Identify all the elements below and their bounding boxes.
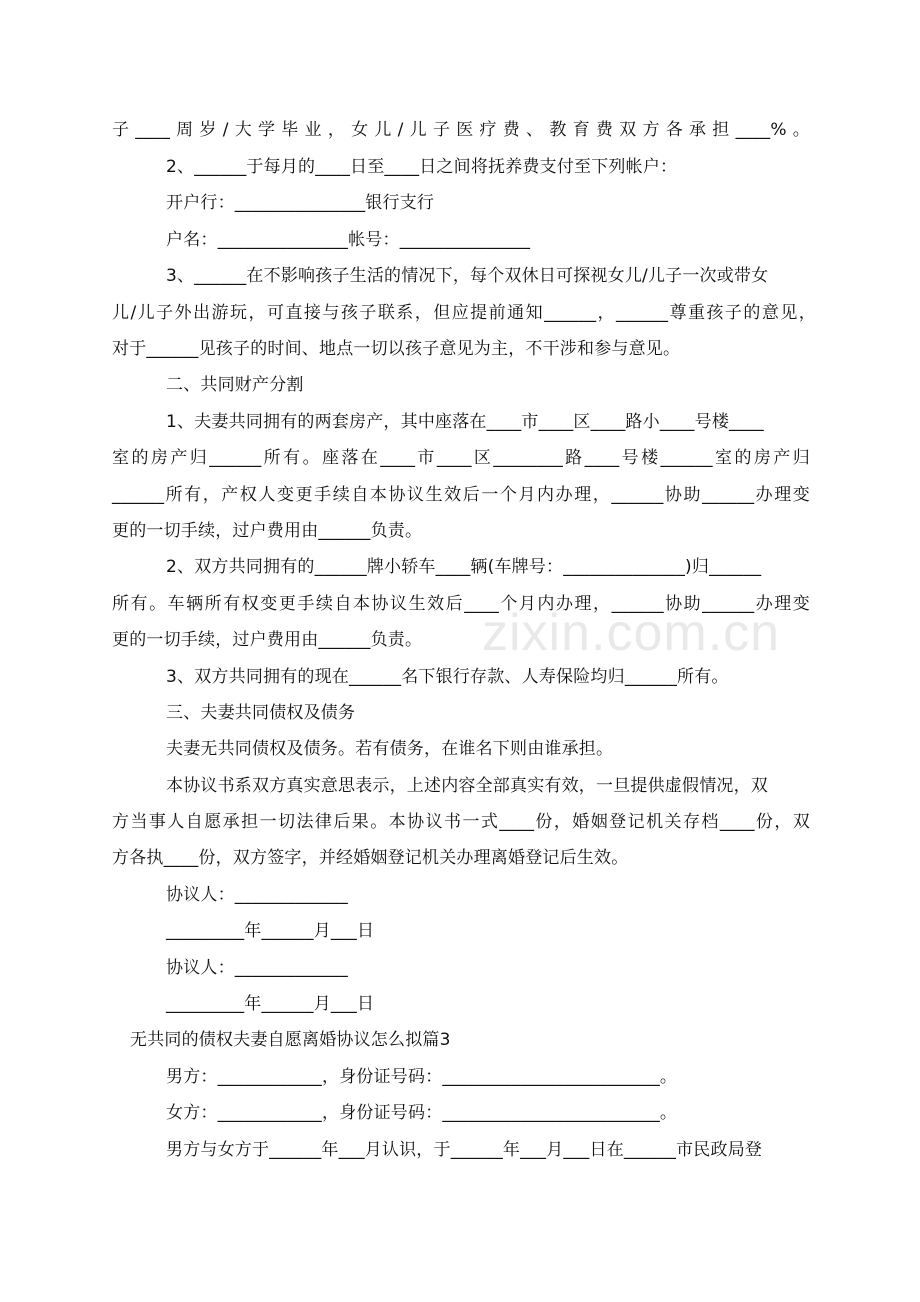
text-line-14: 所有。车辆所有权变更手续自本协议生效后____个月内办理，______协助______办理变 (112, 594, 810, 614)
husband-id-line: 男方：____________，身份证号码：_________________________。 (166, 1067, 678, 1087)
text-line-1: 子____周岁/大学毕业，女儿/儿子医疗费、教育费双方各承担____%。 (112, 120, 810, 140)
signatory-line-1: 协议人：_____________ (166, 885, 348, 905)
text-line-21: 方各执____份，双方签字，并经婚姻登记机关办理离婚登记后生效。 (112, 848, 629, 868)
text-line-11: ______所有，产权人变更手续自本协议生效后一个月内办理，______协助______办理变 (112, 485, 810, 505)
text-line-2: 2、______于每月的____日至____日之间将抚养费支付至下列帐户： (166, 157, 678, 177)
section-heading-debts: 三、夫妻共同债权及债务 (166, 703, 356, 723)
watermark: zixin.com.cn (482, 604, 781, 662)
text-line-9: 1、夫妻共同拥有的两套房产，其中座落在____市____区____路小____号楼____ (166, 412, 764, 432)
text-line-6: 儿/儿子外出游玩，可直接与孩子联系，但应提前通知______，______尊重孩子的意见， (112, 303, 816, 323)
date-line-2: _________年______月___日 (166, 994, 375, 1014)
text-line-12: 更的一切手续，过户费用由______负责。 (112, 521, 423, 541)
text-line-5: 3、______在不影响孩子生活的情况下，每个双休日可探视女儿/儿子一次或带女 (166, 266, 769, 286)
text-line-7: 对于______见孩子的时间、地点一切以孩子意见为主，不干涉和参与意见。 (112, 339, 681, 359)
text-line-10: 室的房产归______所有。座落在____市____区________路____号楼______室的房产归 (112, 448, 810, 468)
text-line-13: 2、双方共同拥有的______牌小轿车____辆(车牌号：______________)归______ (166, 557, 762, 577)
article-title: 无共同的债权夫妻自愿离婚协议怎么拟篇3 (130, 1030, 451, 1050)
text-line-4: 户名：_______________帐号：_______________ (166, 230, 531, 250)
date-line-1: _________年______月___日 (166, 921, 375, 941)
text-line-20: 方当事人自愿承担一切法律后果。本协议书一式____份，婚姻登记机关存档____份，双 (112, 812, 810, 832)
section-heading-property: 二、共同财产分割 (166, 375, 304, 395)
text-line-19: 本协议书系双方真实意思表示，上述内容全部真实有效，一旦提供虚假情况，双 (166, 776, 768, 796)
text-line-15: 更的一切手续，过户费用由______负责。 (112, 630, 423, 650)
signatory-line-2: 协议人：_____________ (166, 958, 348, 978)
text-line-3: 开户行：_______________银行支行 (166, 193, 435, 213)
text-line-18: 夫妻无共同债权及债务。若有债务，在谁名下则由谁承担。 (166, 739, 614, 759)
acquaintance-line: 男方与女方于______年___月认识，于______年___月___日在______市民政局登 (166, 1140, 763, 1160)
text-line-16: 3、双方共同拥有的现在______名下银行存款、人寿保险均归______所有。 (166, 667, 729, 687)
wife-id-line: 女方：____________，身份证号码：_________________________。 (166, 1103, 678, 1123)
